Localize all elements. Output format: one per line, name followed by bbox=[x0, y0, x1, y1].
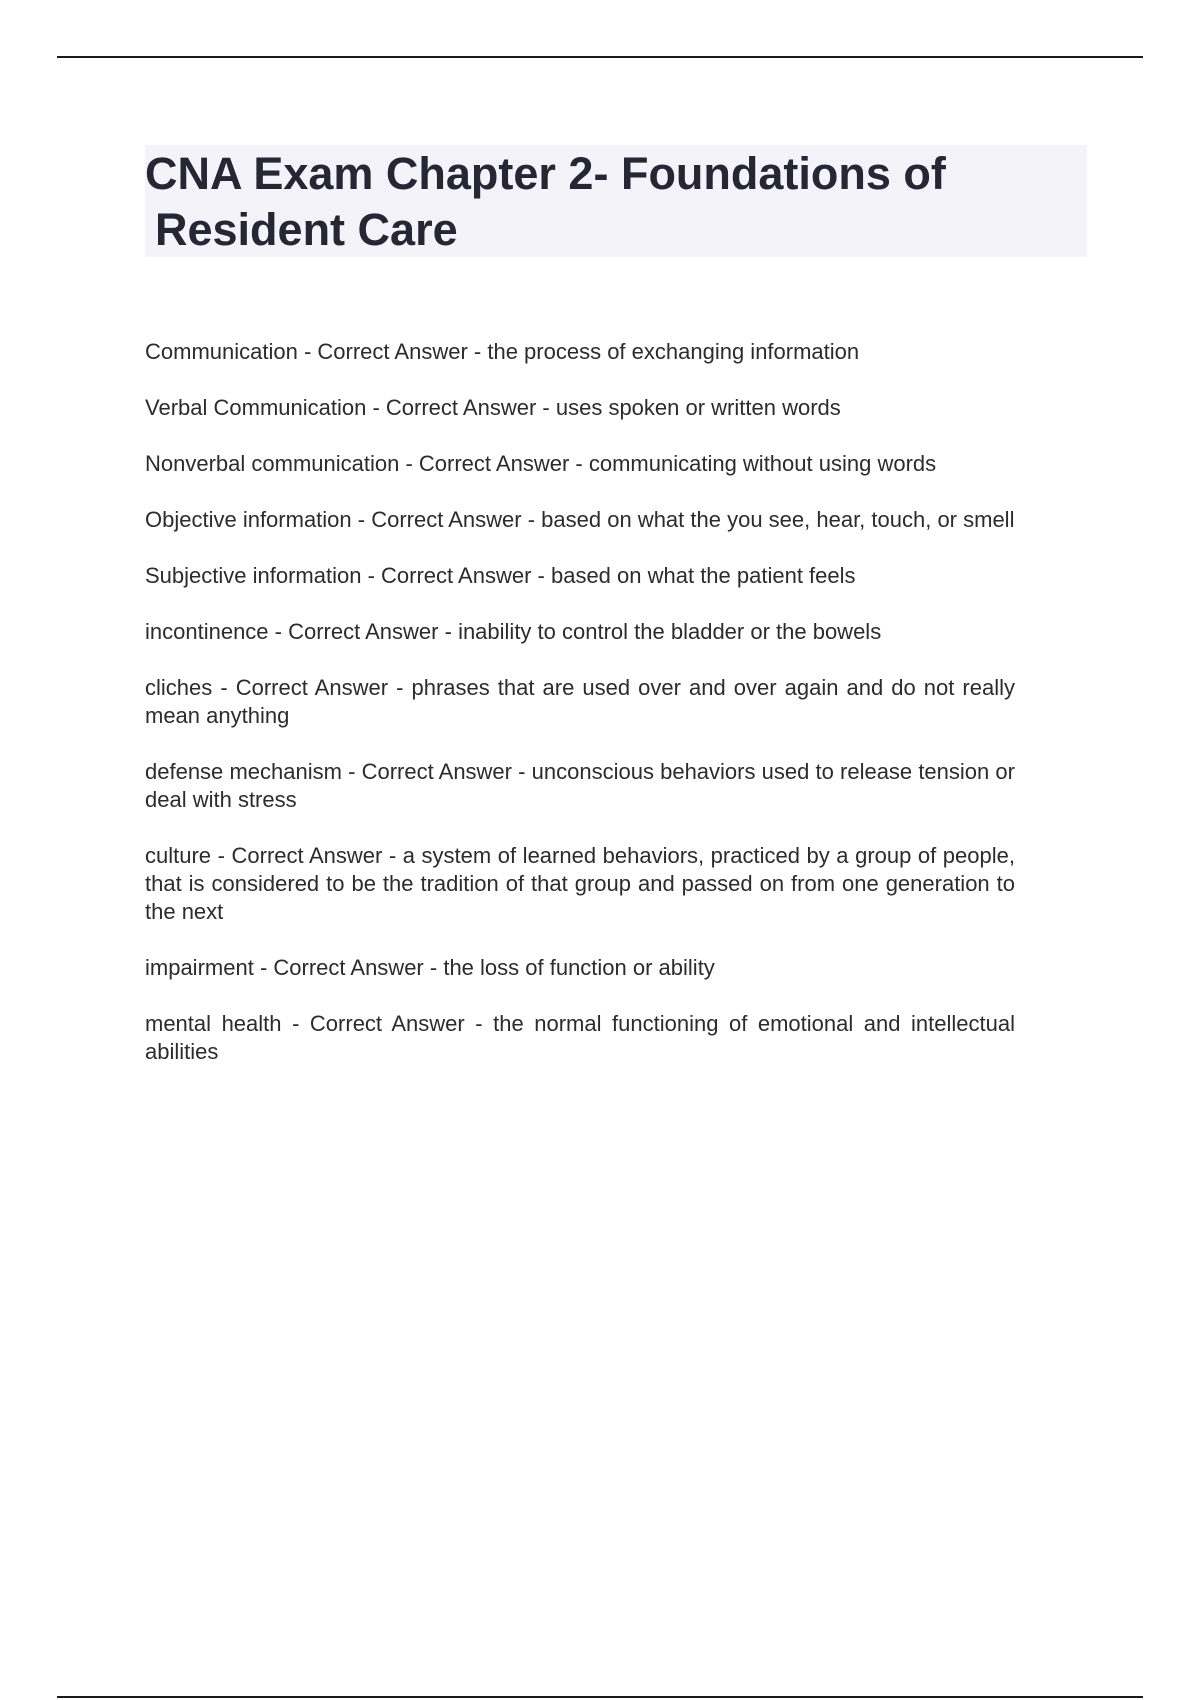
entry-term: Subjective information bbox=[145, 563, 362, 588]
entry-term: defense mechanism bbox=[145, 759, 342, 784]
entry-definition: inability to control the bladder or the bowels bbox=[458, 619, 882, 644]
flashcard-entry bbox=[145, 842, 1015, 926]
bottom-rule bbox=[57, 1696, 1143, 1698]
title-line-2: Resident Care bbox=[155, 204, 458, 255]
entry-term: Objective information bbox=[145, 507, 352, 532]
entry-definition: a system of learned behaviors, practiced by a group of people, that is considered to be the tradition of that group and passed on from one generation to the next bbox=[145, 843, 1015, 924]
flashcard-list bbox=[145, 338, 1065, 1094]
entry-definition: unconscious behaviors used to release tension or deal with stress bbox=[145, 759, 1015, 812]
entry-definition: based on what the you see, hear, touch, or smell bbox=[541, 507, 1015, 532]
entry-definition: the normal functioning of emotional and intellectual abilities bbox=[145, 1011, 1015, 1064]
entry-separator: - Correct Answer - bbox=[217, 843, 397, 868]
flashcard-entry bbox=[145, 562, 1015, 590]
entry-separator: - Correct Answer - bbox=[274, 619, 452, 644]
entry-definition: based on what the patient feels bbox=[550, 563, 856, 588]
entry-separator: - Correct Answer - bbox=[367, 563, 545, 588]
entry-term: Nonverbal communication bbox=[145, 451, 400, 476]
entry-term: Verbal Communication bbox=[145, 395, 367, 420]
entry-separator: - Correct Answer - bbox=[303, 339, 482, 364]
entry-definition: phrases that are used over and over again and do not really mean anything bbox=[145, 675, 1015, 728]
flashcard-entry bbox=[145, 674, 1015, 730]
flashcard-entry bbox=[145, 338, 1015, 366]
flashcard-entry bbox=[145, 954, 1015, 982]
entry-definition: the process of exchanging information bbox=[487, 339, 860, 364]
flashcard-entry bbox=[145, 1010, 1015, 1066]
entry-term: mental health bbox=[145, 1011, 282, 1036]
entry-separator: - Correct Answer - bbox=[292, 1011, 483, 1036]
entry-term: cliches bbox=[145, 675, 213, 700]
entry-term: Communication bbox=[145, 339, 298, 364]
flashcard-entry bbox=[145, 394, 1015, 422]
entry-separator: - Correct Answer - bbox=[348, 759, 526, 784]
top-rule bbox=[57, 56, 1143, 58]
entry-separator: - Correct Answer - bbox=[220, 675, 404, 700]
entry-term: incontinence bbox=[145, 619, 269, 644]
entry-separator: - Correct Answer - bbox=[259, 955, 438, 980]
entry-separator: - Correct Answer - bbox=[357, 507, 536, 532]
page-title bbox=[145, 146, 1045, 258]
entry-term: impairment bbox=[145, 955, 254, 980]
entry-definition: communicating without using words bbox=[588, 451, 937, 476]
flashcard-entry bbox=[145, 506, 1015, 534]
entry-term: culture bbox=[145, 843, 212, 868]
flashcard-entry bbox=[145, 758, 1015, 814]
entry-separator: - Correct Answer - bbox=[405, 451, 583, 476]
entry-definition: the loss of function or ability bbox=[443, 955, 715, 980]
title-line-1: CNA Exam Chapter 2- Foundations of bbox=[145, 148, 946, 199]
flashcard-entry bbox=[145, 618, 1015, 646]
entry-definition: uses spoken or written words bbox=[555, 395, 841, 420]
flashcard-entry bbox=[145, 450, 1015, 478]
entry-separator: - Correct Answer - bbox=[372, 395, 550, 420]
